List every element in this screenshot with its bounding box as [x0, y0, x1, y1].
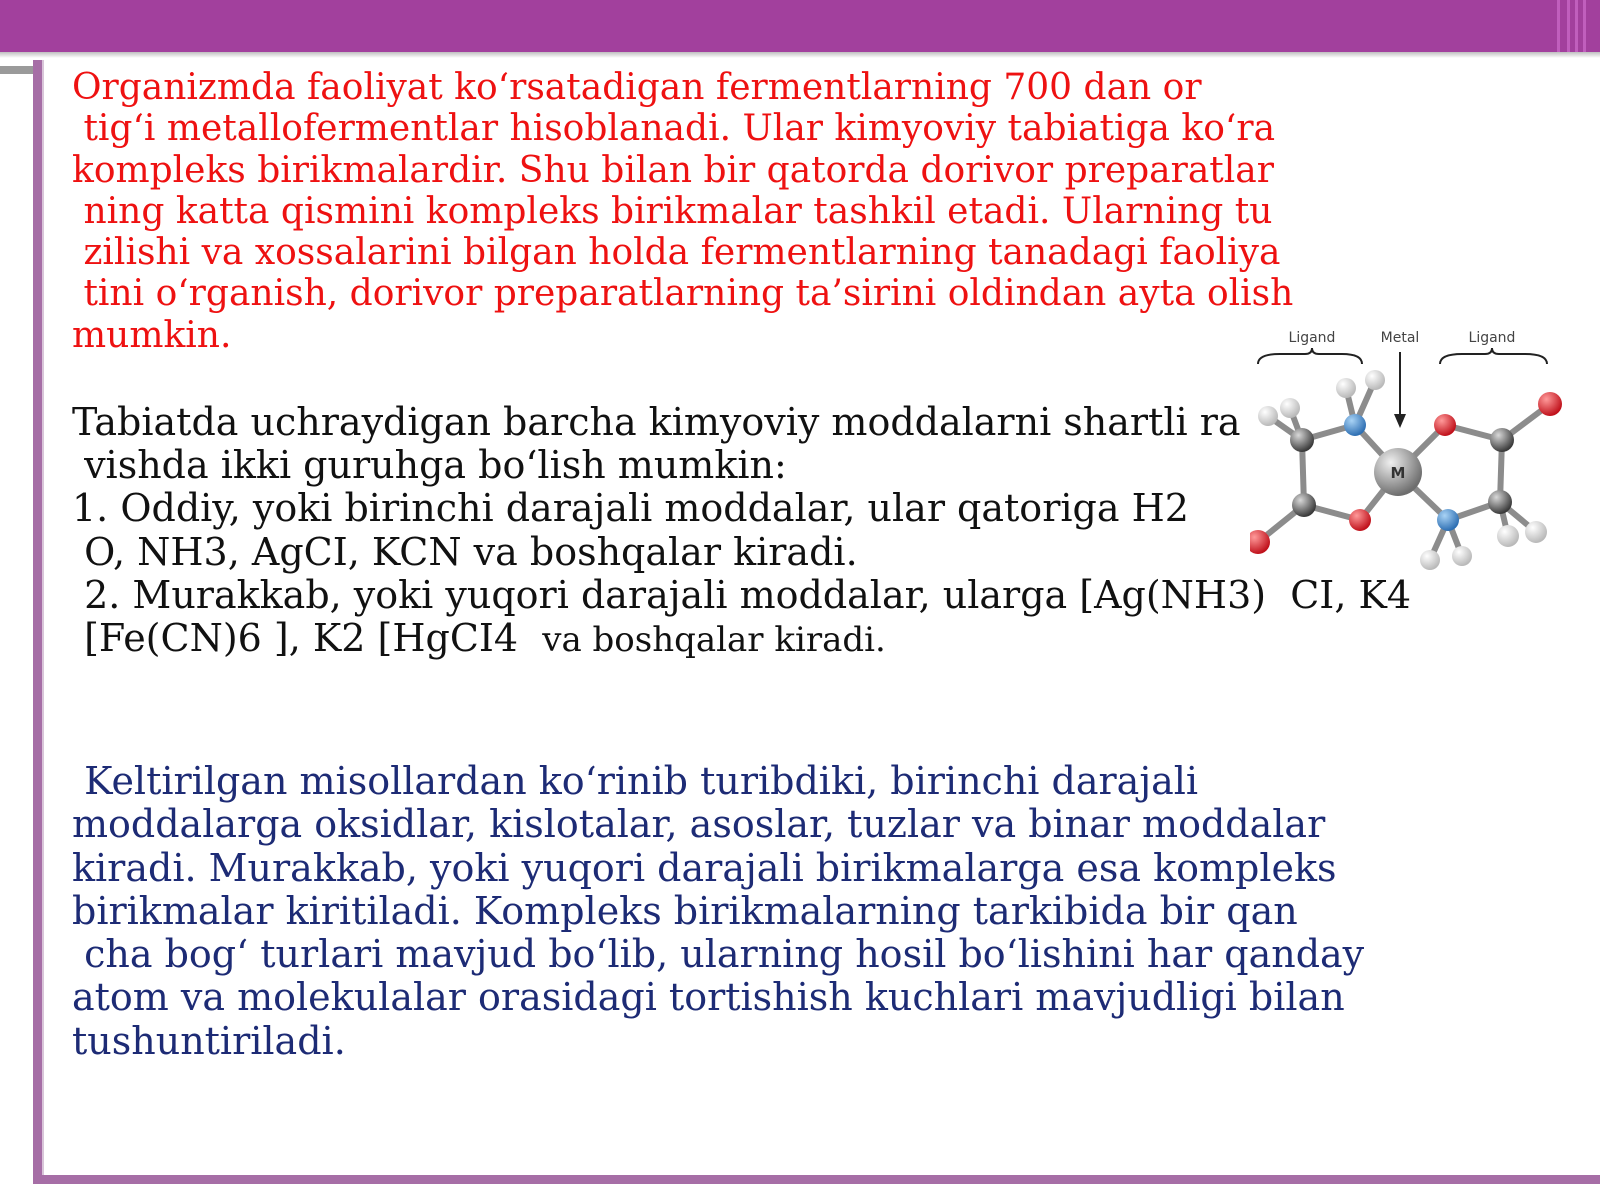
paragraph-red-line: mumkin. [72, 314, 232, 356]
title-bar-stripes [1550, 0, 1600, 52]
paragraph-red [72, 67, 1293, 356]
hydrogen-atom [1365, 370, 1385, 390]
paragraph-black-line: 2. Murakkab, yoki yuqori darajali moddalar, ularga [Ag(NH3) CI, K4 [72, 572, 1412, 617]
metal-arrow-head [1394, 414, 1406, 428]
label-ligand-right: Ligand [1468, 330, 1516, 346]
carbon-atom [1490, 428, 1514, 452]
hydrogen-atom [1497, 525, 1519, 547]
paragraph-black-line: vishda ikki guruhga bo‘lish mumkin: [72, 443, 787, 488]
left-ligand-brace [1258, 348, 1362, 364]
paragraph-black-tail: va boshqalar kiradi. [542, 620, 886, 661]
hydrogen-atom [1452, 546, 1472, 566]
nitrogen-atom [1437, 509, 1459, 531]
nitrogen-atom [1344, 414, 1366, 436]
metal-complex-diagram [1250, 320, 1570, 590]
label-ligand-left: Ligand [1288, 330, 1336, 346]
paragraph-red-line: Organizmda faoliyat ko‘rsatadigan fermentlarning 700 dan or [72, 67, 1202, 108]
paragraph-blue-line: cha bog‘ turlari mavjud bo‘lib, ularning hosil bo‘lishini har qanday [72, 932, 1365, 977]
hydrogen-atom [1420, 550, 1440, 570]
paragraph-black [72, 401, 1411, 662]
paragraph-blue-line: moddalarga oksidlar, kislotalar, asoslar, tuzlar va binar moddalar [72, 802, 1326, 847]
paragraph-blue-line: atom va molekulalar orasidagi tortishish kuchlari mavjudligi bilan [72, 975, 1345, 1020]
oxygen-atom [1538, 392, 1562, 416]
paragraph-blue-line: tushuntiriladi. [72, 1018, 346, 1063]
title-bar [0, 0, 1600, 52]
paragraph-blue-line: kiradi. Murakkab, yoki yuqori darajali birikmalarga esa kompleks [72, 845, 1337, 890]
paragraph-blue-line: Keltirilgan misollardan ko‘rinib turibdiki, birinchi darajali [72, 759, 1199, 803]
hydrogen-atom [1525, 521, 1547, 543]
title-bar-shadow [0, 52, 1600, 58]
carbon-atom [1290, 428, 1314, 452]
paragraph-black-line: Tabiatda uchraydigan barcha kimyoviy moddalarni shartli ra [72, 400, 1241, 444]
hydrogen-atom [1258, 406, 1278, 426]
corner-tab [0, 66, 33, 74]
paragraph-black-line: [Fe(CN)6 ], K2 [HgCI4 [72, 616, 543, 661]
carbon-atom [1292, 493, 1316, 517]
hydrogen-atom [1336, 378, 1356, 398]
label-metal: Metal [1380, 330, 1420, 346]
right-ligand-brace [1440, 348, 1547, 364]
paragraph-red-line: tig‘i metallofermentlar hisoblanadi. Ular kimyoviy tabiatiga ko‘ra [72, 108, 1276, 150]
paragraph-red-line: ning katta qismini kompleks birikmalar tashkil etadi. Ularning tu [72, 190, 1273, 232]
metal-symbol: M [1390, 464, 1406, 482]
oxygen-atom [1349, 509, 1371, 531]
oxygen-atom [1434, 414, 1456, 436]
hydrogen-atom [1280, 398, 1300, 418]
carbon-atom [1488, 490, 1512, 514]
paragraph-blue [72, 760, 1364, 1063]
paragraph-black-line: O, NH3, AgCI, KCN va boshqalar kiradi. [72, 529, 858, 574]
paragraph-black-line: 1. Oddiy, yoki birinchi darajali moddalar, ular qatoriga H2 [72, 486, 1189, 531]
paragraph-red-line: tini o‘rganish, dorivor preparatlarning ta’sirini oldindan ayta olish [72, 273, 1294, 315]
paragraph-black-last-line [72, 617, 1411, 662]
paragraph-red-line: kompleks birikmalardir. Shu bilan bir qatorda dorivor preparatlar [72, 149, 1274, 191]
paragraph-red-line: zilishi va xossalarini bilgan holda fermentlarning tanadagi faoliya [72, 232, 1281, 274]
paragraph-blue-line: birikmalar kiritiladi. Kompleks birikmalarning tarkibida bir qan [72, 888, 1298, 933]
